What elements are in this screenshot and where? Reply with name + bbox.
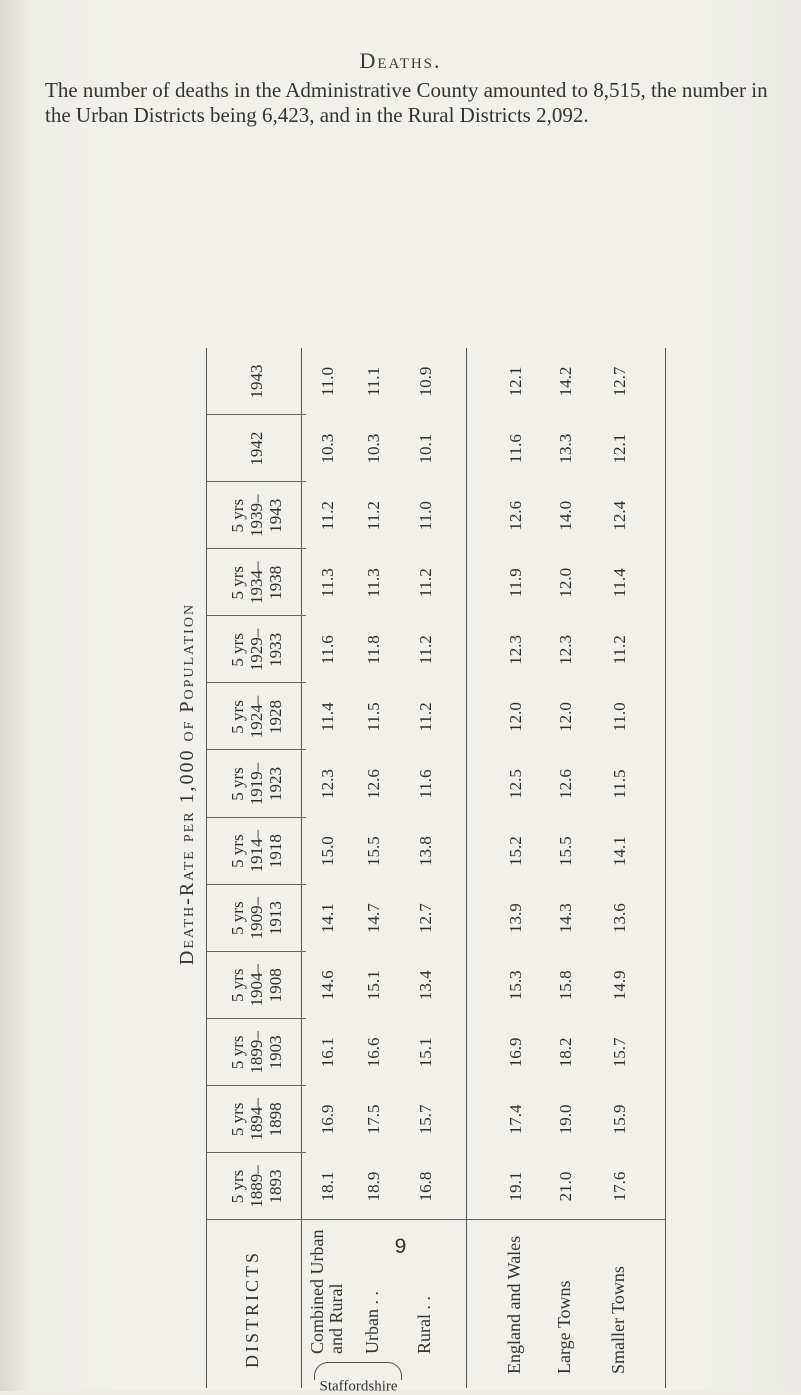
table-cell: 11.2 — [364, 501, 383, 531]
table-cell: 11.0 — [318, 366, 337, 397]
table-cell: 16.8 — [416, 1171, 435, 1202]
table-cell: 12.1 — [506, 366, 525, 397]
column-header-line: 5 yrs — [227, 767, 247, 801]
column-header-line: 1939– — [246, 494, 266, 537]
table-cell: 10.9 — [416, 366, 435, 397]
table-cell: 15.9 — [610, 1104, 629, 1135]
table-cell: 11.3 — [318, 568, 337, 598]
table-cell: 14.7 — [364, 903, 383, 934]
table-cell: 12.7 — [416, 903, 435, 934]
district-name: Smaller Towns — [608, 1266, 628, 1374]
table-cell: 15.7 — [416, 1104, 435, 1135]
column-header-line: 1889– — [246, 1165, 266, 1208]
column-header-line: 5 yrs — [227, 633, 247, 667]
column-header-line: 5 yrs — [227, 1035, 247, 1070]
column-header-line: 5 yrs — [227, 834, 247, 868]
table-cell: 11.5 — [364, 702, 383, 732]
table-cell: 15.5 — [556, 836, 575, 866]
table-cell: 14.9 — [610, 970, 629, 1001]
table-cell: 14.1 — [610, 836, 629, 866]
table-cell: 12.0 — [556, 702, 575, 732]
table-cell: 12.0 — [506, 702, 525, 732]
table-cell: 11.2 — [610, 635, 629, 665]
table-cell: 12.5 — [506, 769, 525, 799]
column-header — [206, 482, 306, 549]
table-cell: 11.1 — [364, 366, 383, 397]
table-cell: 19.0 — [556, 1104, 575, 1135]
column-header — [206, 952, 306, 1019]
group-heading: Death-Rate per 1,000 of Population — [176, 602, 198, 966]
table-cell: 12.6 — [556, 769, 575, 799]
table-cell: 19.1 — [506, 1171, 525, 1202]
rotated-table — [176, 348, 666, 1395]
table-cell: 12.6 — [506, 500, 525, 531]
column-header — [206, 616, 306, 683]
table-cell: 10.3 — [318, 433, 337, 464]
column-header — [206, 415, 306, 482]
staffordshire-brace — [314, 1362, 402, 1380]
table-cell: 18.1 — [318, 1171, 337, 1202]
district-name: Urban . . — [362, 1291, 382, 1354]
page-number: 9 — [394, 1235, 407, 1258]
table-cell: 17.5 — [364, 1104, 383, 1135]
district-name: Combined Urban and Rural — [307, 1229, 346, 1354]
table-cell: 14.6 — [318, 970, 337, 1001]
death-rate-table — [176, 364, 801, 1395]
column-header — [206, 549, 306, 616]
table-cell: 15.2 — [506, 836, 525, 866]
column-header-line: 1943 — [265, 498, 285, 533]
table-cell: 12.0 — [556, 567, 575, 598]
table-cell: 11.6 — [506, 434, 525, 464]
column-header — [206, 683, 306, 750]
column-header-line: 1908 — [265, 968, 285, 1003]
column-header-line: 1918 — [265, 834, 285, 869]
table-cell: 14.2 — [556, 366, 575, 397]
table-cell: 11.2 — [416, 702, 435, 732]
table-cell: 12.4 — [610, 500, 629, 531]
column-header-line: 5 yrs — [227, 700, 247, 734]
column-header — [206, 885, 306, 952]
table-cell: 11.6 — [416, 769, 435, 799]
table-cell: 13.4 — [416, 970, 435, 1001]
table-cell: 12.1 — [610, 433, 629, 464]
table-cell: 11.2 — [318, 501, 337, 531]
table-cell: 18.2 — [556, 1037, 575, 1068]
table-cell: 11.0 — [610, 702, 629, 732]
table-cell: 11.4 — [318, 702, 337, 732]
table-cell: 16.9 — [318, 1104, 337, 1135]
table-cell: 15.3 — [506, 970, 525, 1001]
table-cell: 14.3 — [556, 903, 575, 934]
table-cell: 21.0 — [556, 1171, 575, 1202]
column-header-line: 1942 — [246, 431, 266, 466]
column-header-line: 1894– — [246, 1098, 266, 1141]
table-cell: 13.9 — [506, 903, 525, 934]
table-cell: 17.6 — [610, 1171, 629, 1202]
table-cell: 11.9 — [506, 568, 525, 598]
column-header-line: 5 yrs — [227, 1169, 247, 1204]
table-cell: 10.3 — [364, 433, 383, 464]
column-header-line: 1923 — [265, 767, 285, 802]
table-cell: 11.8 — [364, 635, 383, 665]
column-header-line: 1903 — [265, 1035, 285, 1070]
column-header-line: 1919– — [246, 762, 266, 806]
table-cell: 16.1 — [318, 1037, 337, 1068]
column-header-line: 1928 — [265, 699, 285, 734]
column-header-line: 1943 — [246, 364, 266, 399]
column-header — [206, 750, 306, 817]
column-header-line: 5 yrs — [227, 498, 247, 533]
column-header-line: 1934– — [246, 561, 266, 605]
table-cell: 15.5 — [364, 836, 383, 866]
column-header-line: 1913 — [265, 901, 285, 936]
district-name: Rural . . — [414, 1296, 434, 1354]
table-cell: 15.8 — [556, 970, 575, 1001]
staffordshire-label: Staffordshire — [319, 1378, 398, 1395]
table-cell: 11.4 — [610, 568, 629, 598]
districts-heading: DISTRICTS — [242, 1249, 262, 1368]
column-header — [206, 1153, 306, 1220]
table-cell: 12.3 — [556, 634, 575, 665]
column-header-line: 1929– — [246, 628, 266, 672]
column-header — [206, 1086, 306, 1153]
table-cell: 11.3 — [364, 568, 383, 598]
district-name: Large Towns — [554, 1280, 574, 1374]
column-header-line: 1904– — [246, 964, 266, 1007]
table-cell: 15.0 — [318, 836, 337, 866]
table-cell: 11.5 — [610, 769, 629, 799]
table-cell: 11.6 — [318, 635, 337, 665]
table-cell: 12.3 — [506, 634, 525, 665]
table-cell: 14.0 — [556, 500, 575, 531]
table-cell: 11.2 — [416, 635, 435, 665]
column-header-line: 1893 — [265, 1169, 285, 1204]
table-cell: 14.1 — [318, 903, 337, 934]
table-cell: 12.6 — [364, 769, 383, 799]
district-name: England and Wales — [504, 1235, 524, 1374]
column-header-line: 1938 — [265, 565, 285, 600]
column-header-line: 1909– — [246, 896, 266, 940]
column-header-line: 1899– — [246, 1031, 266, 1074]
page-title: Deaths. — [359, 48, 442, 73]
table-cell: 12.3 — [318, 769, 337, 799]
column-header-line: 5 yrs — [227, 566, 247, 600]
table-cell: 16.6 — [364, 1037, 383, 1068]
table-cell: 15.7 — [610, 1037, 629, 1068]
table-cell: 11.2 — [416, 568, 435, 598]
column-header — [206, 348, 306, 415]
column-header-line: 1924– — [246, 695, 266, 739]
table-cell: 17.4 — [506, 1104, 525, 1135]
table-cell: 10.1 — [416, 433, 435, 464]
column-header-line: 1898 — [265, 1102, 285, 1137]
table-cell: 11.0 — [416, 501, 435, 531]
column-header-line: 1933 — [265, 632, 285, 667]
table-cell: 13.3 — [556, 433, 575, 464]
table-cell: 15.1 — [364, 970, 383, 1001]
column-header — [206, 1019, 306, 1086]
table-cell: 15.1 — [416, 1037, 435, 1068]
intro-paragraph: The number of deaths in the Administrative County amounted to 8,515, the number in the Urban Districts being 6,423, and in the Rural Districts 2,092. — [45, 78, 768, 127]
column-header-line: 5 yrs — [227, 901, 247, 935]
table-cell: 13.6 — [610, 903, 629, 934]
table-cell: 18.9 — [364, 1171, 383, 1202]
table-cell: 16.9 — [506, 1037, 525, 1068]
table-cell: 12.7 — [610, 366, 629, 397]
group-separator — [466, 348, 467, 1388]
column-header-line: 5 yrs — [227, 1102, 247, 1137]
column-header — [206, 818, 306, 885]
column-header-line: 1914– — [246, 829, 266, 873]
table-cell: 13.8 — [416, 836, 435, 866]
column-header-line: 5 yrs — [227, 968, 247, 1003]
